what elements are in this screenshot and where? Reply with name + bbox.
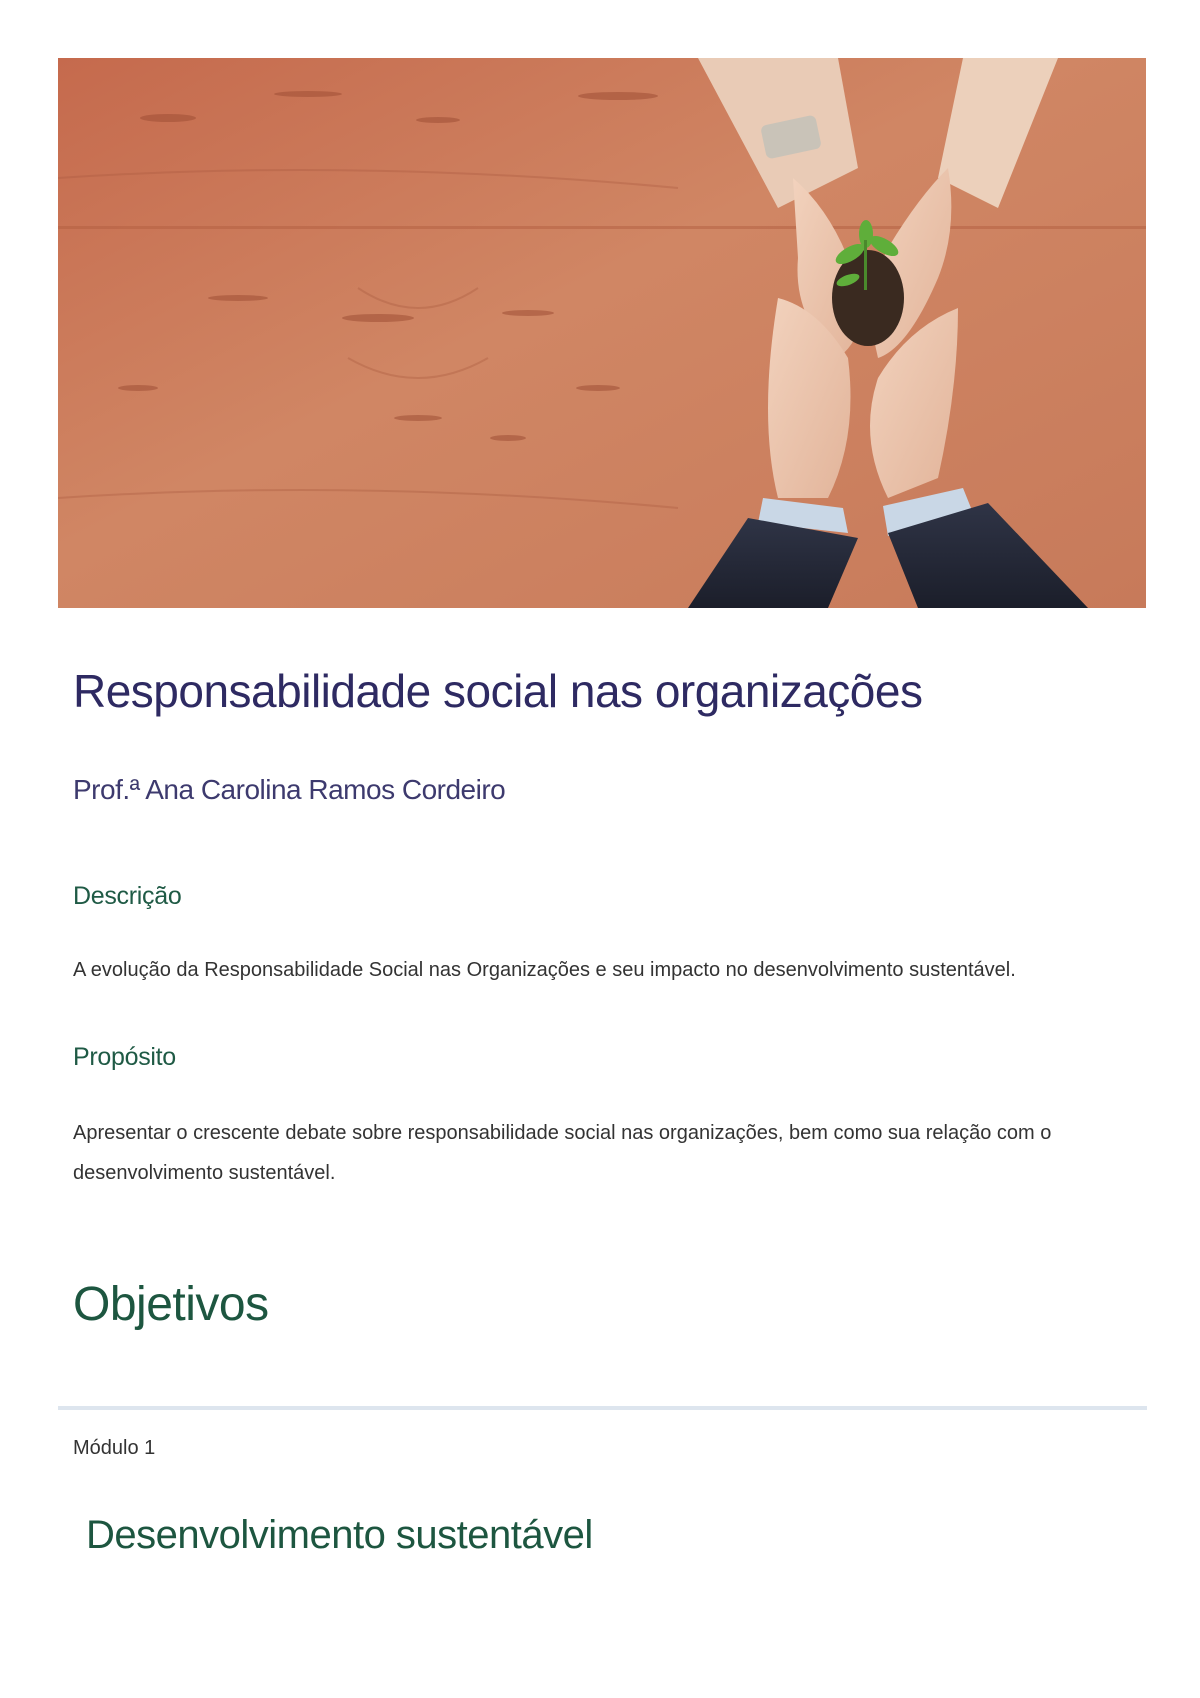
author-name: Prof.ª Ana Carolina Ramos Cordeiro: [73, 774, 506, 805]
purpose-text: Apresentar o crescente debate sobre responsabilidade social nas organizações, bem como sua relação com o desenvolvimento sustentável.: [73, 1122, 1052, 1184]
objectives-heading: Objetivos: [73, 1278, 269, 1331]
module-label: Módulo 1: [73, 1437, 156, 1459]
module-title: Desenvolvimento sustentável: [86, 1513, 593, 1557]
divider: [58, 1406, 1147, 1410]
description-heading: Descrição: [73, 882, 182, 910]
page-title: Responsabilidade social nas organizações: [73, 665, 923, 717]
hands-holding-seedling-photo: [58, 58, 1146, 608]
purpose-heading: Propósito: [73, 1043, 176, 1071]
hero-image: [58, 58, 1146, 608]
description-text: A evolução da Responsabilidade Social nas Organizações e seu impacto no desenvolvimento sustentável.: [73, 959, 1016, 981]
